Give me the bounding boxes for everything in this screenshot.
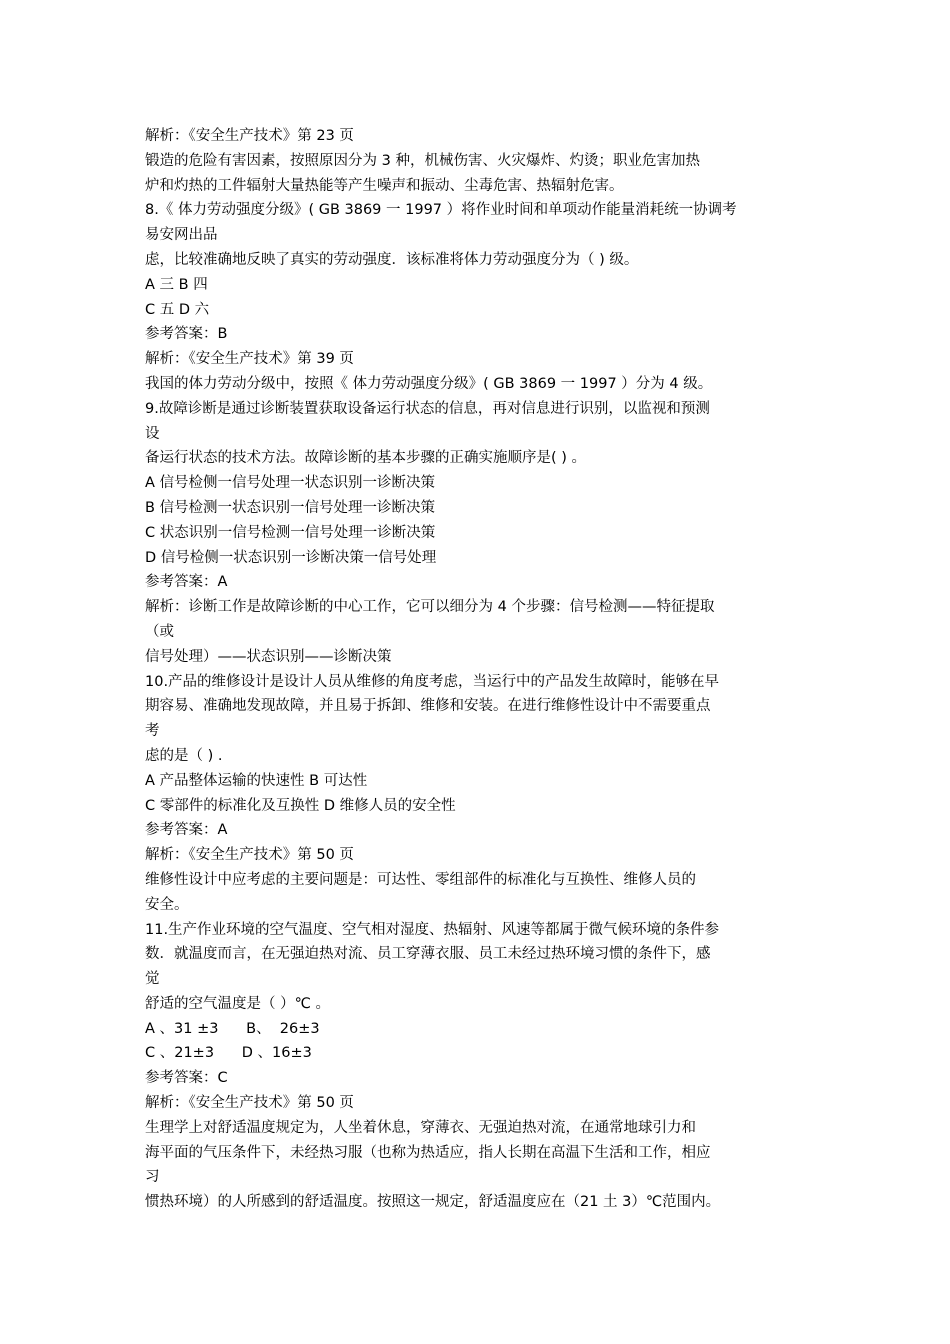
text-line: 我国的体力劳动分级中，按照《 体力劳动强度分级》( GB 3869 一 1997 ）分为 4 级。 [145,375,713,392]
text-line: 备运行状态的技术方法。故障诊断的基本步骤的正确实施顺序是( ) 。 [145,450,587,467]
option-line: A 信号检侧一信号处理一状态识别一诊断决策 [145,475,436,492]
option-line: C 零部件的标准化及互换性 D 维修人员的安全性 [145,797,456,814]
text-line: 炉和灼热的工件辐射大量热能等产生噪声和振动、尘毒危害、热辐射危害。 [145,177,624,194]
text-line: 信号处理）——状态识别——诊断决策 [145,648,392,665]
text-line: 舒适的空气温度是（ ）℃ 。 [145,995,331,1012]
analysis-line: 解析：《安全生产技术》第 50 页 [145,847,354,864]
text-line: 解析：《安全生产技术》第 23 页 [145,128,354,144]
answer-line: 参考答案：C [145,1070,228,1087]
text-line: 数．就温度而言，在无强迫热对流、员工穿薄衣服、员工未经过热环境习惯的条件下，感 [145,946,711,963]
analysis-line: 解析：《安全生产技术》第 50 页 [145,1095,354,1112]
text-line: 期容易、准确地发现故障，并且易于拆卸、维修和安装。在进行维修性设计中不需要重点 [145,698,711,715]
text-line: 设 [145,425,160,442]
text-line: 虑，比较准确地反映了真实的劳动强度．该标准将体力劳动强度分为（ ) 级。 [145,251,639,268]
text-line: 安全。 [145,896,189,913]
text-line: 虑的是（ ) . [145,747,223,764]
answer-line: 参考答案：A [145,574,228,591]
text-line: 觉 [145,971,160,988]
text-line: 海平面的气压条件下，未经热习服（也称为热适应，指人长期在高温下生活和工作，相应 [145,1144,711,1161]
question-9-text: 9.故障诊断是通过诊断装置获取设备运行状态的信息，再对信息进行识别，以监视和预测 [145,400,710,417]
text-line: 维修性设计中应考虑的主要问题是：可达性、零组部件的标准化与互换性、维修人员的 [145,871,696,888]
watermark-text: 易安网出品 [145,227,218,244]
analysis-line: 解析：诊断工作是故障诊断的中心工作，它可以细分为 4 个步骤：信号检测——特征提取 [145,599,715,616]
option-line: C 五 D 六 [145,301,210,318]
option-line: D 信号检侧一状态识别一诊断决策一信号处理 [145,549,437,566]
option-line: B 信号检测一状态识别一信号处理一诊断决策 [145,499,436,516]
answer-line: 参考答案：A [145,822,228,839]
text-line: 锻造的危险有害因素，按照原因分为 3 种，机械伤害、火灾爆炸、灼烫；职业危害加热 [145,152,700,169]
text-line: 生理学上对舒适温度规定为，人坐着休息，穿薄衣、无强迫热对流，在通常地球引力和 [145,1119,696,1136]
option-line: A 产品整体运输的快速性 B 可达性 [145,772,368,789]
analysis-line: 解析：《安全生产技术》第 39 页 [145,351,354,368]
text-line: 惯热环境）的人所感到的舒适温度。按照这一规定，舒适温度应在（21 土 3）℃范围内。 [145,1194,721,1211]
option-line: A 、31 ±3 B、 26±3 [145,1020,320,1037]
text-line: 考 [145,723,160,740]
question-10-text: 10.产品的维修设计是设计人员从维修的角度考虑，当运行中的产品发生故障时，能够在早 [145,673,720,690]
option-line: C 、21±3 D 、16±3 [145,1045,312,1062]
question-11-text: 11.生产作业环境的空气温度、空气相对湿度、热辐射、风速等都属于微气候环境的条件参 [145,921,720,938]
text-line: 习 [145,1169,160,1186]
answer-line: 参考答案：B [145,326,228,343]
document-body [145,124,815,1215]
text-line: （或 [145,623,174,640]
question-8-text: 8.《 体力劳动强度分级》( GB 3869 一 1997 ）将作业时间和单项动作能量消耗统一协调考 [145,202,737,219]
option-line: C 状态识别一信号检测一信号处理一诊断决策 [145,524,436,541]
option-line: A 三 B 四 [145,276,208,293]
